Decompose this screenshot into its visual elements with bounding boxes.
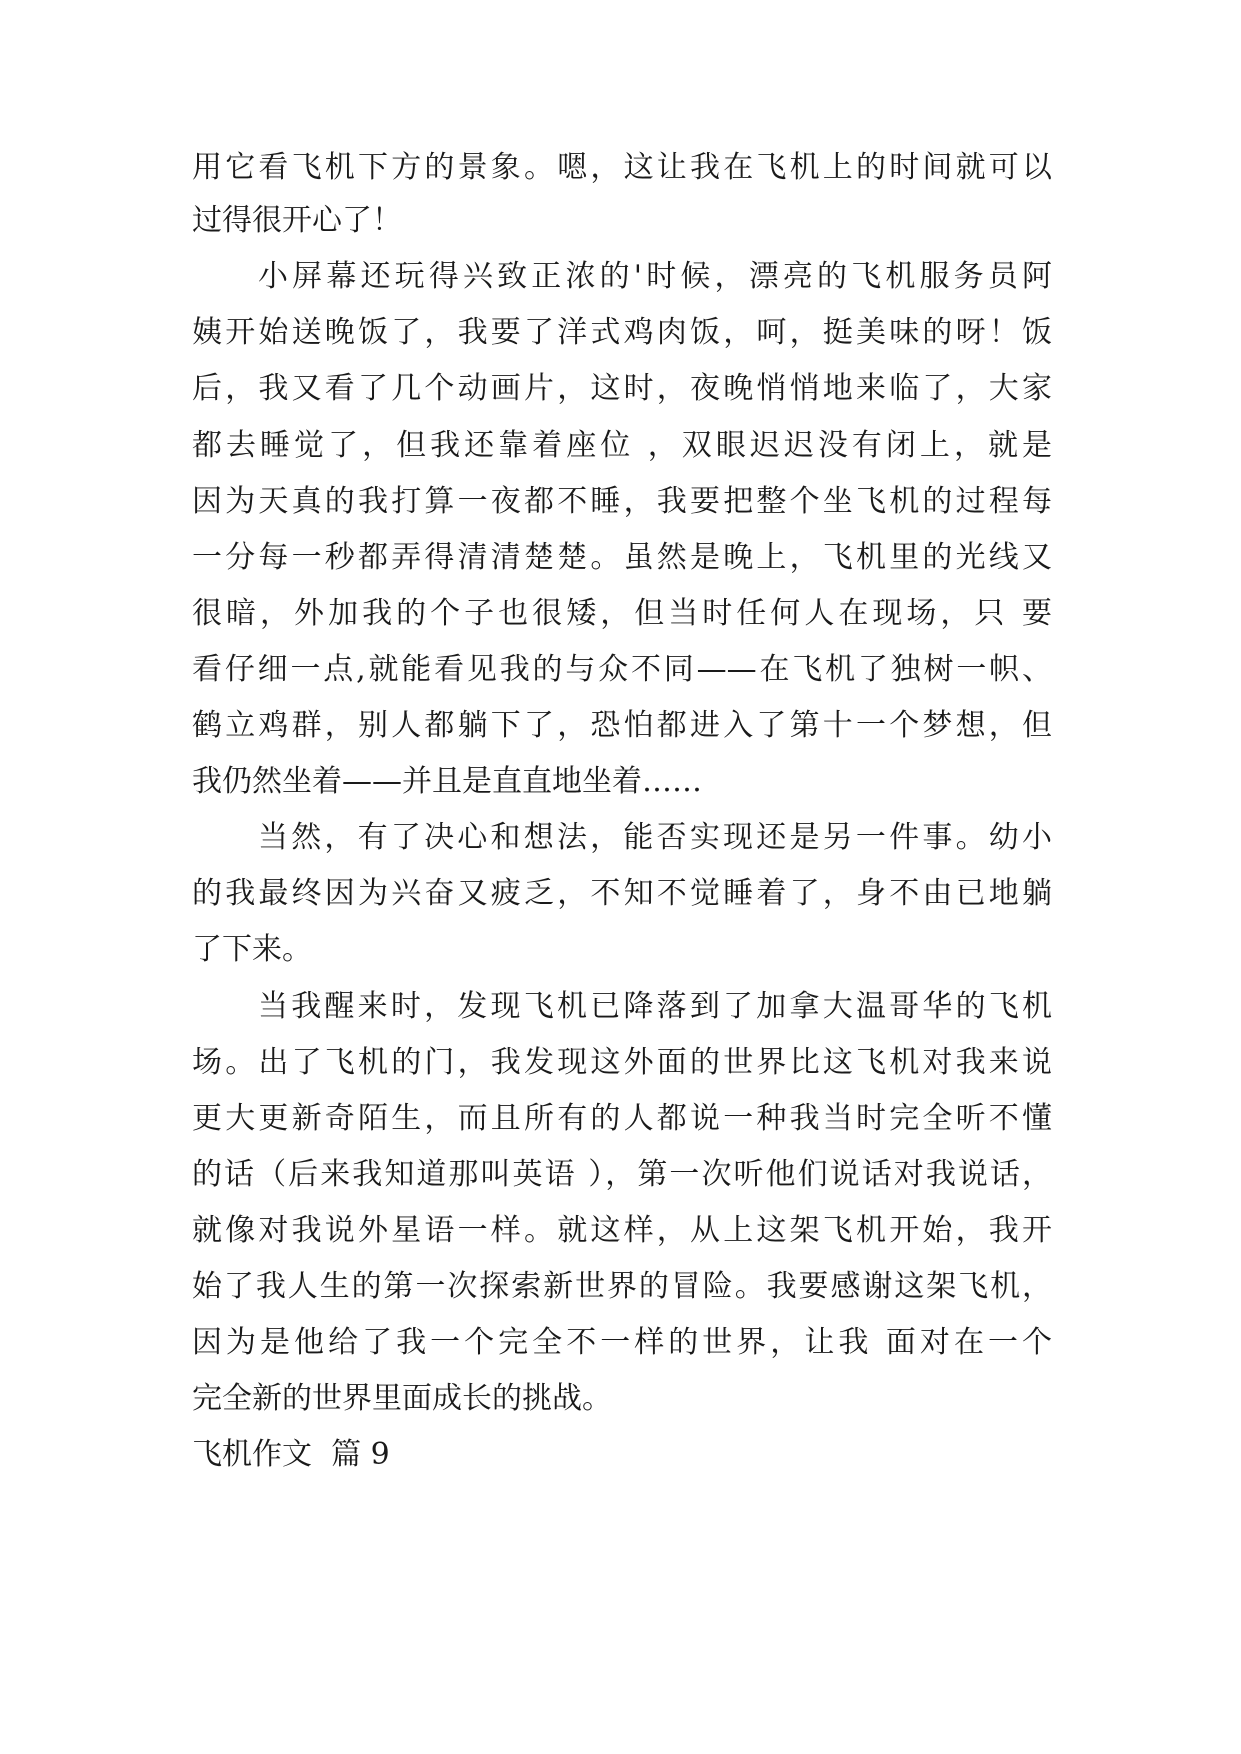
paragraph-line: 因为是他给了我一个完全不一样的世界，让我 面对在一个: [192, 1325, 1052, 1360]
paragraph-line: 都去睡觉了，但我还靠着座位 ，双眼迟迟没有闭上，就是: [192, 428, 1052, 463]
paragraph-line: 始了我人生的第一次探索新世界的冒险。我要感谢这架飞机，: [192, 1269, 1052, 1304]
paragraph-line: 我仍然坐着——并且是直直地坐着……: [192, 764, 702, 799]
paragraph-line: 场。出了飞机的门，我发现这外面的世界比这飞机对我来说: [192, 1045, 1052, 1080]
paragraph-line: 姨开始送晚饭了，我要了洋式鸡肉饭，呵，挺美味的呀！饭: [192, 315, 1052, 350]
paragraph-line: 一分每一秒都弄得清清楚楚。虽然是晚上，飞机里的光线又: [192, 540, 1052, 575]
paragraph-line: 了下来。: [192, 932, 312, 967]
paragraph-line: 因为天真的我打算一夜都不睡，我要把整个坐飞机的过程每: [192, 484, 1052, 519]
paragraph-line: 完全新的世界里面成长的挑战。: [192, 1381, 612, 1416]
section-heading: 飞机作文 篇 9: [192, 1437, 390, 1472]
paragraph-line: 当然，有了决心和想法，能否实现还是另一件事。幼小: [258, 820, 1052, 855]
paragraph-line: 过得很开心了！: [192, 203, 402, 238]
paragraph-line: 后，我又看了几个动画片，这时，夜晚悄悄地来临了，大家: [192, 371, 1052, 406]
paragraph-line: 更大更新奇陌生，而且所有的人都说一种我当时完全听不懂: [192, 1101, 1052, 1136]
paragraph-line: 小屏幕还玩得兴致正浓的'时候，漂亮的飞机服务员阿: [258, 259, 1052, 294]
paragraph-line: 鹤立鸡群，别人都躺下了，恐怕都进入了第十一个梦想，但: [192, 708, 1052, 743]
paragraph-line: 看仔细一点,就能看见我的与众不同——在飞机了独树一帜、: [192, 652, 1052, 687]
paragraph-line: 的话（后来我知道那叫英语 ），第一次听他们说话对我说话，: [192, 1157, 1052, 1192]
paragraph-line: 就像对我说外星语一样。就这样，从上这架飞机开始，我开: [192, 1213, 1052, 1248]
paragraph-line: 用它看飞机下方的景象。嗯，这让我在飞机上的时间就可以: [192, 150, 1052, 185]
paragraph-line: 当我醒来时，发现飞机已降落到了加拿大温哥华的飞机: [258, 989, 1052, 1024]
paragraph-line: 很暗，外加我的个子也很矮，但当时任何人在现场，只 要: [192, 596, 1052, 631]
paragraph-line: 的我最终因为兴奋又疲乏，不知不觉睡着了，身不由已地躺: [192, 876, 1052, 911]
